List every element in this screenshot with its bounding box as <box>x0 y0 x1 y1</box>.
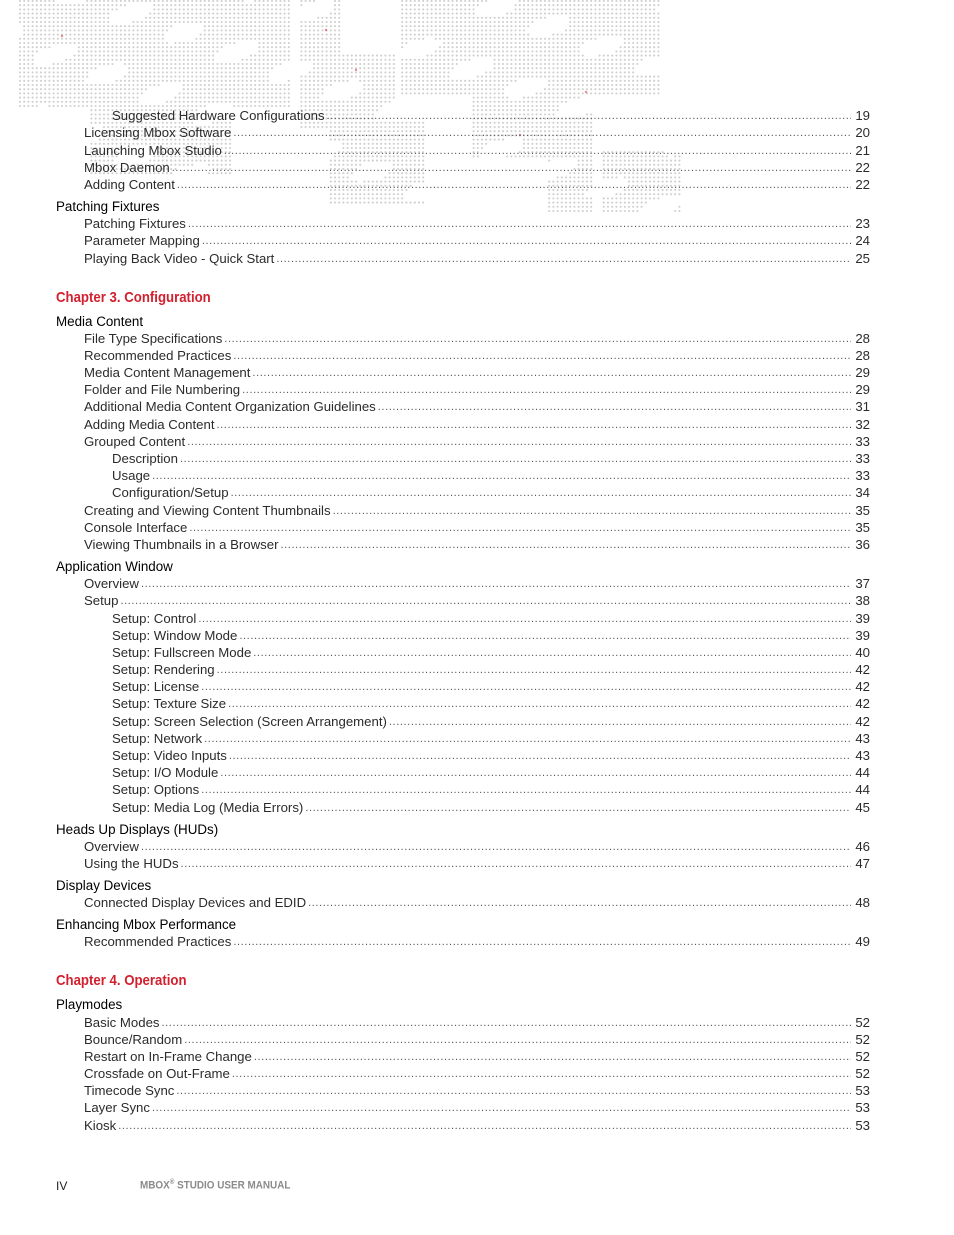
section-heading: Playmodes <box>56 997 123 1013</box>
toc-entry[interactable] <box>56 1065 870 1082</box>
toc-entry[interactable] <box>56 124 870 141</box>
toc-entry-page: 34 <box>855 485 870 501</box>
toc-entry[interactable] <box>56 501 870 518</box>
dot-leader <box>327 108 851 124</box>
toc-entry-page: 42 <box>855 662 870 678</box>
toc-entry-page: 32 <box>855 416 870 432</box>
toc-entry-title: Setup: Rendering <box>112 662 215 678</box>
toc-entry-title: Viewing Thumbnails in a Browser <box>84 536 279 552</box>
dot-leader <box>198 611 851 627</box>
toc-entry-page: 20 <box>855 125 870 141</box>
toc-entry-title: Setup <box>84 593 119 609</box>
toc-entry-page: 29 <box>855 382 870 398</box>
toc-entry[interactable] <box>56 764 870 781</box>
dot-leader <box>254 1049 851 1065</box>
dot-leader <box>389 714 851 730</box>
footer-page-number: IV <box>56 1179 68 1193</box>
dot-leader <box>224 331 851 347</box>
toc-entry-page: 42 <box>855 713 870 729</box>
toc-entry-page: 44 <box>855 765 870 781</box>
toc-entry-title: Folder and File Numbering <box>84 382 241 398</box>
dot-leader <box>120 593 851 609</box>
chapter-heading: Chapter 3. Configuration <box>56 288 211 306</box>
toc-entry-page: 33 <box>855 451 870 466</box>
toc-entry-page: 42 <box>855 679 870 695</box>
toc-entry-page: 47 <box>855 855 870 871</box>
toc-entry[interactable] <box>56 695 870 712</box>
toc-entry-page: 40 <box>855 644 870 660</box>
dot-leader <box>232 1066 851 1082</box>
section-heading: Media Content <box>56 313 144 329</box>
toc-entry-title: Setup: Network <box>112 730 203 746</box>
toc-entry[interactable] <box>56 415 870 432</box>
toc-entry-title: Setup: Texture Size <box>112 696 227 712</box>
toc-entry[interactable] <box>56 712 870 729</box>
toc-entry-title: Additional Media Content Organization Guidelines <box>84 399 376 415</box>
toc-entry-title: Kiosk <box>84 1117 117 1133</box>
toc-entry-page: 28 <box>855 330 870 346</box>
dot-leader <box>152 468 851 484</box>
dot-leader <box>233 348 851 364</box>
toc-entry-page: 28 <box>855 347 870 363</box>
toc-entry[interactable] <box>56 232 870 249</box>
toc-entry[interactable] <box>56 1099 870 1116</box>
toc-entry[interactable] <box>56 1048 870 1065</box>
toc-entry-page: 22 <box>855 159 870 175</box>
toc-entry-title: Creating and Viewing Content Thumbnails <box>84 502 331 518</box>
toc-entry[interactable] <box>56 484 870 501</box>
toc-entry-title: Restart on In-Frame Change <box>84 1048 252 1064</box>
dot-leader <box>233 125 851 141</box>
toc-entry-title: File Type Specifications <box>84 330 223 346</box>
toc-entry[interactable] <box>56 575 870 592</box>
toc-entry-title: Using the HUDs <box>84 855 179 871</box>
footer-manual-title <box>140 1179 290 1192</box>
toc-entry-page: 49 <box>855 934 870 950</box>
dot-leader <box>189 520 851 536</box>
dot-leader <box>217 417 852 433</box>
registered-mark: ® <box>169 1179 175 1186</box>
toc-entry-title: Setup: I/O Module <box>112 765 219 781</box>
toc-entry[interactable] <box>56 433 870 450</box>
toc-entry-page: 33 <box>855 468 870 484</box>
toc-entry-title: Setup: Media Log (Media Errors) <box>112 799 304 815</box>
dot-leader <box>177 177 851 193</box>
toc-entry[interactable] <box>56 450 870 467</box>
dot-leader <box>201 679 851 695</box>
toc-entry[interactable] <box>56 1082 870 1099</box>
toc-entry[interactable] <box>56 592 870 609</box>
toc-entry-title: Grouped Content <box>84 433 186 449</box>
toc-entry-page: 38 <box>855 593 870 609</box>
toc-entry-page: 37 <box>855 576 870 592</box>
toc-entry-page: 21 <box>855 142 870 158</box>
dot-leader <box>253 645 851 661</box>
toc-entry-title: Setup: Options <box>112 782 200 798</box>
toc-entry[interactable] <box>56 894 870 911</box>
toc-entry[interactable] <box>56 644 870 661</box>
toc-entry[interactable] <box>56 798 870 815</box>
toc-entry-title: Description <box>112 451 178 466</box>
toc-entry-page: 31 <box>855 399 870 415</box>
toc-entry-page: 52 <box>855 1014 870 1030</box>
toc-entry-page: 35 <box>855 502 870 518</box>
toc-entry-title: Layer Sync <box>84 1100 150 1116</box>
toc-entry[interactable] <box>56 781 870 798</box>
toc-entry-title: Playing Back Video - Quick Start <box>84 250 275 266</box>
footer-title-rest: STUDIO USER MANUAL <box>174 1179 291 1192</box>
toc-entry-title: Timecode Sync <box>84 1083 175 1099</box>
toc-entry-page: 43 <box>855 730 870 746</box>
toc-entry-title: Setup: Screen Selection (Screen Arrangement) <box>112 713 387 729</box>
toc-entry[interactable] <box>56 678 870 695</box>
toc-entry-page: 52 <box>855 1031 870 1047</box>
dot-leader <box>378 399 851 415</box>
chapter-heading: Chapter 4. Operation <box>56 972 187 990</box>
dot-leader <box>242 382 851 398</box>
toc-entry-page: 39 <box>855 610 870 626</box>
dot-leader <box>180 451 851 467</box>
section-heading: Enhancing Mbox Performance <box>56 917 237 933</box>
toc-entry-title: Launching Mbox Studio <box>84 142 222 158</box>
toc-entry[interactable] <box>56 536 870 553</box>
toc-entry[interactable] <box>56 747 870 764</box>
dot-leader <box>239 628 851 644</box>
dot-leader <box>202 233 851 249</box>
toc-entry-page: 52 <box>855 1048 870 1064</box>
toc-entry[interactable] <box>56 381 870 398</box>
dot-leader <box>217 662 851 678</box>
toc-entry[interactable] <box>56 330 870 347</box>
toc-entry-title: Configuration/Setup <box>112 485 229 501</box>
toc-entry-title: Parameter Mapping <box>84 233 200 249</box>
toc-entry[interactable] <box>56 467 870 484</box>
toc-entry[interactable] <box>56 661 870 678</box>
toc-entry-title: Adding Content <box>84 176 175 192</box>
dot-leader <box>252 365 851 381</box>
toc-entry-title: Setup: Control <box>112 610 197 626</box>
toc-entry-page: 19 <box>855 108 870 124</box>
toc-entry[interactable] <box>56 730 870 747</box>
toc-entry[interactable] <box>56 838 870 855</box>
toc-entry[interactable] <box>56 609 870 626</box>
section-heading: Heads Up Displays (HUDs) <box>56 821 219 837</box>
dot-leader <box>204 731 851 747</box>
toc-entry[interactable] <box>56 1116 870 1133</box>
dot-leader <box>276 251 851 267</box>
toc-entry[interactable] <box>56 933 870 950</box>
dot-leader <box>220 765 851 781</box>
toc-entry-page: 29 <box>855 365 870 381</box>
toc-entry[interactable] <box>56 1013 870 1030</box>
toc-entry[interactable] <box>56 107 870 124</box>
toc-entry-page: 52 <box>855 1066 870 1082</box>
dot-leader <box>228 696 851 712</box>
toc-entry-page: 45 <box>855 799 870 815</box>
toc-entry[interactable] <box>56 347 870 364</box>
toc-entry-title: Overview <box>84 576 139 592</box>
dot-leader <box>162 1015 852 1031</box>
toc-entry-title: Media Content Management <box>84 365 251 381</box>
dot-leader <box>152 1100 851 1116</box>
toc-entry-title: Setup: Window Mode <box>112 627 238 643</box>
toc-entry-page: 44 <box>855 782 870 798</box>
dot-leader <box>184 1032 851 1048</box>
toc-entry-page: 39 <box>855 627 870 643</box>
toc-entry-title: Setup: Fullscreen Mode <box>112 644 252 660</box>
dot-leader <box>231 485 851 501</box>
toc-entry-page: 36 <box>855 536 870 552</box>
dot-leader <box>188 216 851 232</box>
toc-entry-page: 53 <box>855 1083 870 1099</box>
footer-title-prefix: MBOX <box>140 1179 170 1192</box>
toc-entry[interactable] <box>56 855 870 872</box>
toc-entry[interactable] <box>56 519 870 536</box>
toc-entry-title: Overview <box>84 838 139 854</box>
dot-leader <box>201 782 851 798</box>
toc-entry-page: 46 <box>855 838 870 854</box>
toc-entry-title: Licensing Mbox Software <box>84 125 232 141</box>
toc-entry-page: 53 <box>855 1100 870 1116</box>
dot-leader <box>176 1083 851 1099</box>
dot-leader <box>141 839 851 855</box>
toc-entry-page: 22 <box>855 176 870 192</box>
toc-entry[interactable] <box>56 1031 870 1048</box>
toc-entry[interactable] <box>56 176 870 193</box>
toc-entry-title: Patching Fixtures <box>84 216 186 232</box>
toc-entry-page: 42 <box>855 696 870 712</box>
toc-entry[interactable] <box>56 249 870 266</box>
toc-entry[interactable] <box>56 159 870 176</box>
toc-entry-page: 33 <box>855 433 870 449</box>
toc-entry-page: 48 <box>855 895 870 911</box>
toc-entry-title: Suggested Hardware Configurations <box>112 108 325 124</box>
section-heading: Display Devices <box>56 877 152 893</box>
toc-entry-title: Basic Modes <box>84 1014 160 1030</box>
dot-leader <box>305 800 851 816</box>
toc-entry-page: 43 <box>855 748 870 763</box>
toc-entry-page: 23 <box>855 216 870 232</box>
dot-leader <box>187 434 851 450</box>
toc-entry-title: Connected Display Devices and EDID <box>84 895 307 911</box>
toc-entry-title: Recommended Practices <box>84 347 232 363</box>
toc-entry[interactable] <box>56 215 870 232</box>
toc-entry[interactable] <box>56 398 870 415</box>
toc-entry-title: Adding Media Content <box>84 416 215 432</box>
toc-entry-page: 35 <box>855 519 870 535</box>
table-of-contents <box>56 107 870 1134</box>
toc-entry-page: 53 <box>855 1117 870 1133</box>
toc-entry[interactable] <box>56 364 870 381</box>
toc-entry-title: Recommended Practices <box>84 934 232 950</box>
dot-leader <box>333 503 851 519</box>
toc-entry-title: Setup: Video Inputs <box>112 748 227 763</box>
toc-entry-title: Mbox Daemon <box>84 159 170 175</box>
toc-entry-title: Crossfade on Out-Frame <box>84 1066 230 1082</box>
dot-leader <box>224 143 851 159</box>
toc-entry[interactable] <box>56 627 870 644</box>
dot-leader <box>141 576 851 592</box>
dot-leader <box>181 856 851 872</box>
section-heading: Patching Fixtures <box>56 198 160 214</box>
toc-entry-title: Console Interface <box>84 519 188 535</box>
toc-entry-page: 25 <box>855 250 870 266</box>
dot-leader <box>281 537 852 553</box>
toc-entry-title: Bounce/Random <box>84 1031 183 1047</box>
dot-leader <box>308 895 851 911</box>
dot-leader <box>229 748 851 764</box>
dot-leader <box>172 160 851 176</box>
section-heading: Application Window <box>56 558 173 574</box>
toc-entry-title: Setup: License <box>112 679 200 695</box>
toc-entry-page: 24 <box>855 233 870 249</box>
toc-entry[interactable] <box>56 141 870 158</box>
dot-leader <box>233 934 851 950</box>
toc-entry-title: Usage <box>112 468 151 484</box>
dot-leader <box>118 1118 851 1134</box>
